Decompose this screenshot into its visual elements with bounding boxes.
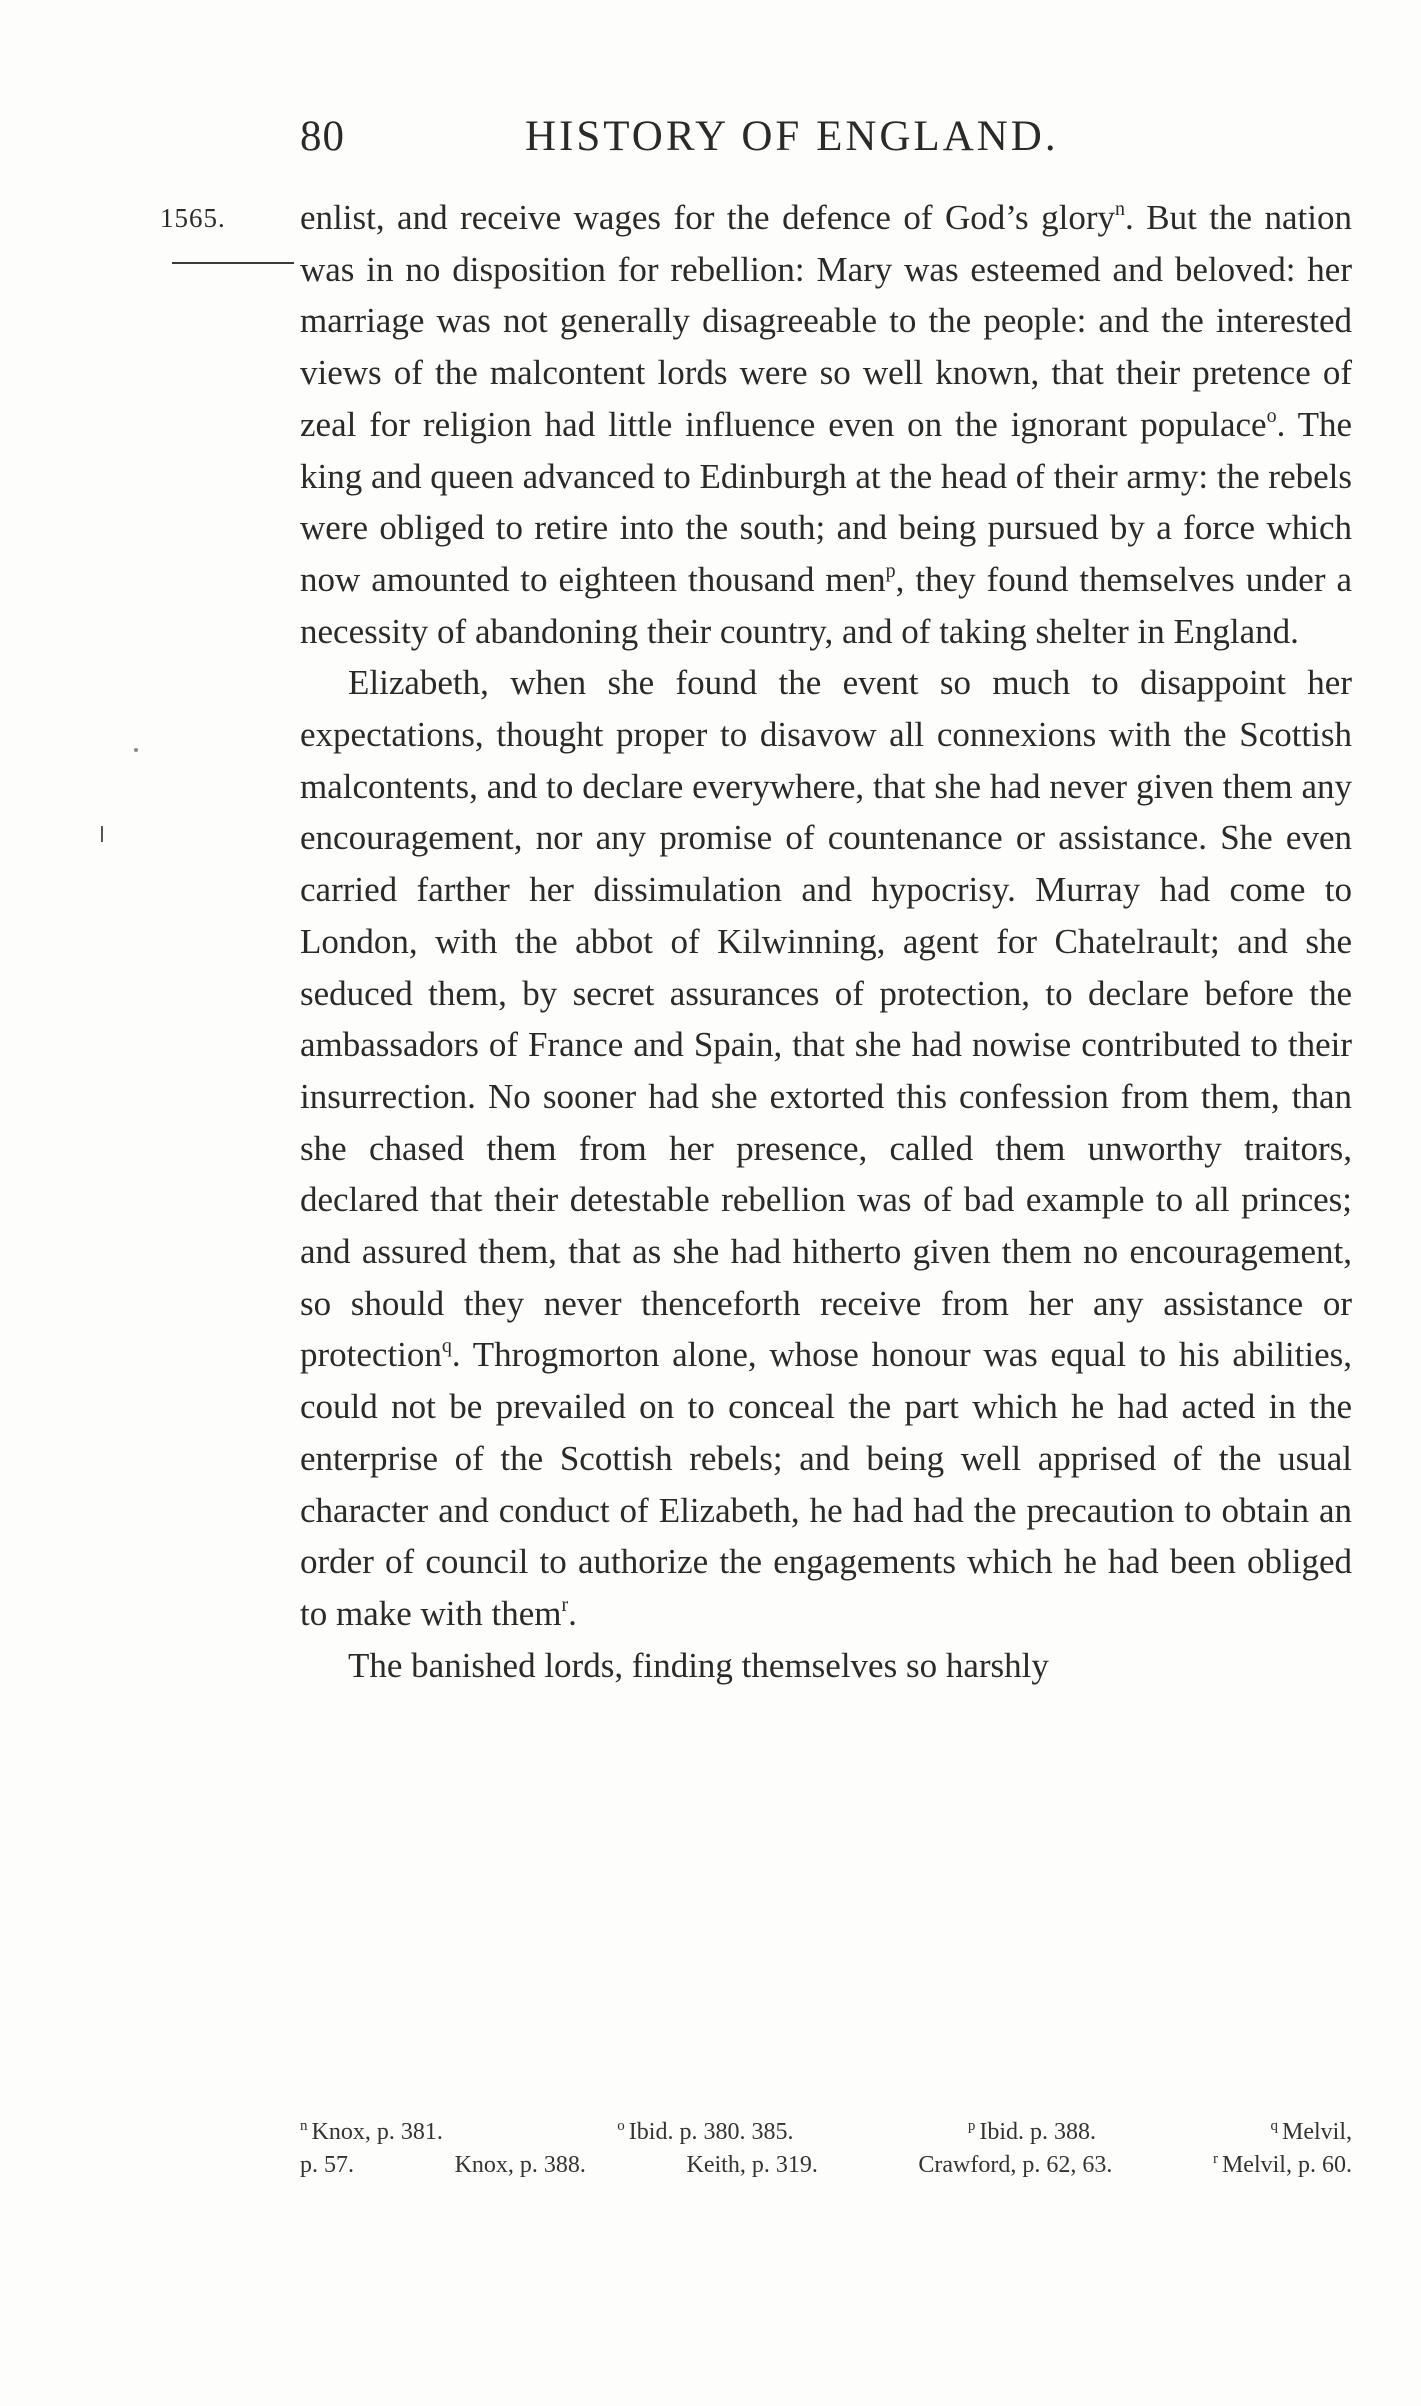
footnote-mark: n (300, 2118, 308, 2134)
text-segment: The banished lords, finding themselves so harshly (348, 1645, 1049, 1685)
footnote-text: Crawford, p. 62, 63. (918, 2152, 1113, 2178)
margin-rule (172, 262, 294, 264)
body-text (300, 192, 1352, 1691)
footnote-text: Melvil, (1282, 2119, 1352, 2145)
footnote-ref: p (885, 559, 896, 582)
footnote-ref: q (441, 1335, 452, 1358)
footnote (1213, 2149, 1352, 2182)
text-segment: . But the nation was in no disposition for rebellion: Mary was esteemed and beloved: her marriage was not generally disagreeable to the people: and the interested views of the malcontent lords were so well known, that their pretence of zeal for religion had little influence even on the ignorant populace (300, 198, 1352, 444)
paragraph-3 (300, 1640, 1352, 1692)
text-segment: . (568, 1593, 577, 1633)
footnote-text: Knox, p. 381. (311, 2119, 443, 2145)
footnote-line-2 (300, 2149, 1352, 2182)
footnote-mark: o (617, 2118, 625, 2134)
page-title: HISTORY OF ENGLAND. (525, 113, 1059, 160)
paragraph-1 (300, 192, 1352, 657)
footnote-line-1 (300, 2116, 1352, 2149)
text-segment: enlist, and receive wages for the defence of God’s glory (300, 198, 1115, 237)
footnotes (300, 2116, 1352, 2182)
footnote-text: Melvil, p. 60. (1221, 2152, 1352, 2178)
margin-year-note: 1565. (160, 203, 226, 233)
footnote-text: p. 57. (300, 2152, 354, 2178)
footnote-text: Keith, p. 319. (686, 2152, 818, 2178)
footnote-text: Knox, p. 388. (454, 2152, 586, 2178)
text-segment: , they found themselves under a necessity of abandoning their country, and of taking shelter in England. (300, 559, 1353, 651)
footnote-ref: r (561, 1593, 569, 1616)
footnote-text: Ibid. p. 388. (979, 2119, 1097, 2145)
footnote-ref: n (1114, 198, 1125, 220)
footnote (968, 2116, 1096, 2149)
running-head (300, 112, 1350, 172)
footnote-mark: r (1212, 2151, 1218, 2167)
text-segment: . Throgmorton alone, whose honour was equal to his abilities, could not be prevailed on to conceal the part which he had acted in the enterprise of the Scottish rebels; and being well apprised of the usual character and conduct of Elizabeth, he had had the precaution to obtain an order of council to authorize the engagements which he had been obliged to make with them (300, 1335, 1352, 1633)
footnote-mark: q (1270, 2118, 1278, 2134)
paragraph-2 (300, 657, 1352, 1639)
footnote (1271, 2116, 1353, 2149)
footnote-mark: p (967, 2118, 976, 2134)
footnote-text: Ibid. p. 380. 385. (628, 2119, 794, 2145)
footnote (617, 2116, 793, 2149)
footnote-ref: o (1266, 404, 1277, 427)
page-number: 80 (300, 113, 345, 160)
text-segment: Elizabeth, when she found the event so much to disappoint her expectations, thought proper to disavow all connexions with the Scottish malcontents, and to declare everywhere, that she had never given them any encouragement, nor any promise of countenance or assistance. She even carried farther her dissimulation and hypocrisy. Murray had come to London, with the abbot of Kilwinning, agent for Chatelrault; and she seduced them, by secret assurances of protection, to declare before the ambassadors of France and Spain, that she had nowise contributed to their insurrection. No sooner had she extorted this confession from them, than she chased them from her presence, called them unworthy traitors, declared that their detestable rebellion was of bad example to all princes; and assured them, that as she had hitherto given them no encouragement, so should they never thenceforth receive from her any assistance or protection (300, 663, 1352, 1375)
text-segment: . The king and queen advanced to Edinburgh at the head of their army: the rebels were obliged to retire into the south; and being pursued by a force which now amounted to eighteen thousand men (300, 404, 1352, 599)
margin-speck (134, 748, 138, 752)
margin-mark (101, 826, 103, 842)
footnote (300, 2116, 443, 2149)
